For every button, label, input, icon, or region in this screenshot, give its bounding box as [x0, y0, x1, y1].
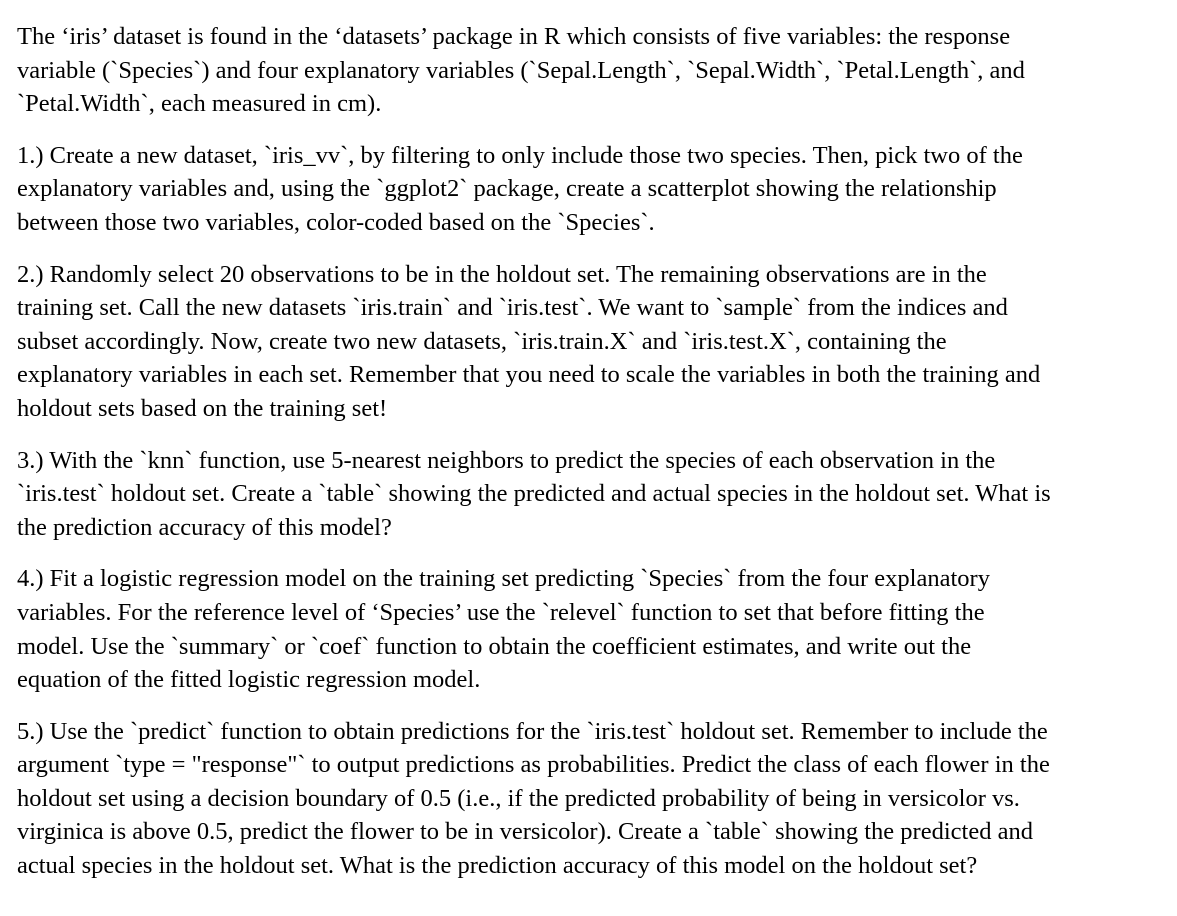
text-line: holdout set using a decision boundary of 0.5 (i.e., if the predicted probability of being in versicolor vs.	[17, 784, 1020, 812]
text-line: argument `type = "response"` to output predictions as probabilities. Predict the class of each flower in the	[17, 751, 1050, 779]
text-line: between those two variables, color-coded based on the `Species`.	[17, 208, 655, 236]
question-4-paragraph	[17, 562, 1167, 696]
intro-paragraph	[17, 20, 1167, 121]
text-line: 1.) Create a new dataset, `iris_vv`, by filtering to only include those two species. Then, pick two of the	[17, 141, 1023, 169]
text-line: equation of the fitted logistic regression model.	[17, 666, 481, 694]
text-line: variable (`Species`) and four explanatory variables (`Sepal.Length`, `Sepal.Width`, `Petal.Length`, and	[17, 56, 1025, 84]
text-line: explanatory variables and, using the `ggplot2` package, create a scatterplot showing the relationship	[17, 175, 997, 203]
text-line: 5.) Use the `predict` function to obtain predictions for the `iris.test` holdout set. Remember to include the	[17, 717, 1048, 745]
text-line: `Petal.Width`, each measured in cm).	[17, 90, 382, 118]
question-3-paragraph	[17, 444, 1167, 545]
text-line: The ‘iris’ dataset is found in the ‘datasets’ package in R which consists of five variables: the response	[17, 23, 1011, 50]
text-line: subset accordingly. Now, create two new datasets, `iris.train.X` and `iris.test.X`, containing the	[17, 327, 947, 355]
document-body	[17, 20, 1167, 901]
text-line: 2.) Randomly select 20 observations to be in the holdout set. The remaining observations are in the	[17, 260, 987, 288]
text-line: virginica is above 0.5, predict the flower to be in versicolor). Create a `table` showing the predicted and	[17, 818, 1033, 846]
text-line: `iris.test` holdout set. Create a `table` showing the predicted and actual species in the holdout set. What is	[17, 480, 1051, 508]
question-1-paragraph	[17, 139, 1167, 240]
text-line: training set. Call the new datasets `iris.train` and `iris.test`. We want to `sample` from the indices and	[17, 294, 1008, 322]
text-line: actual species in the holdout set. What is the prediction accuracy of this model on the holdout set?	[17, 852, 978, 880]
text-line: explanatory variables in each set. Remember that you need to scale the variables in both the training and	[17, 361, 1041, 389]
text-line: holdout sets based on the training set!	[17, 394, 388, 422]
text-line: 4.) Fit a logistic regression model on the training set predicting `Species` from the four explanatory	[17, 565, 990, 593]
question-2-paragraph	[17, 258, 1167, 426]
text-line: variables. For the reference level of ‘Species’ use the `relevel` function to set that before fitting the	[17, 598, 985, 626]
text-line: 3.) With the `knn` function, use 5-nearest neighbors to predict the species of each observation in the	[17, 446, 996, 474]
question-5-paragraph	[17, 715, 1167, 883]
text-line: model. Use the `summary` or `coef` function to obtain the coefficient estimates, and write out the	[17, 632, 972, 660]
text-line: the prediction accuracy of this model?	[17, 513, 392, 541]
